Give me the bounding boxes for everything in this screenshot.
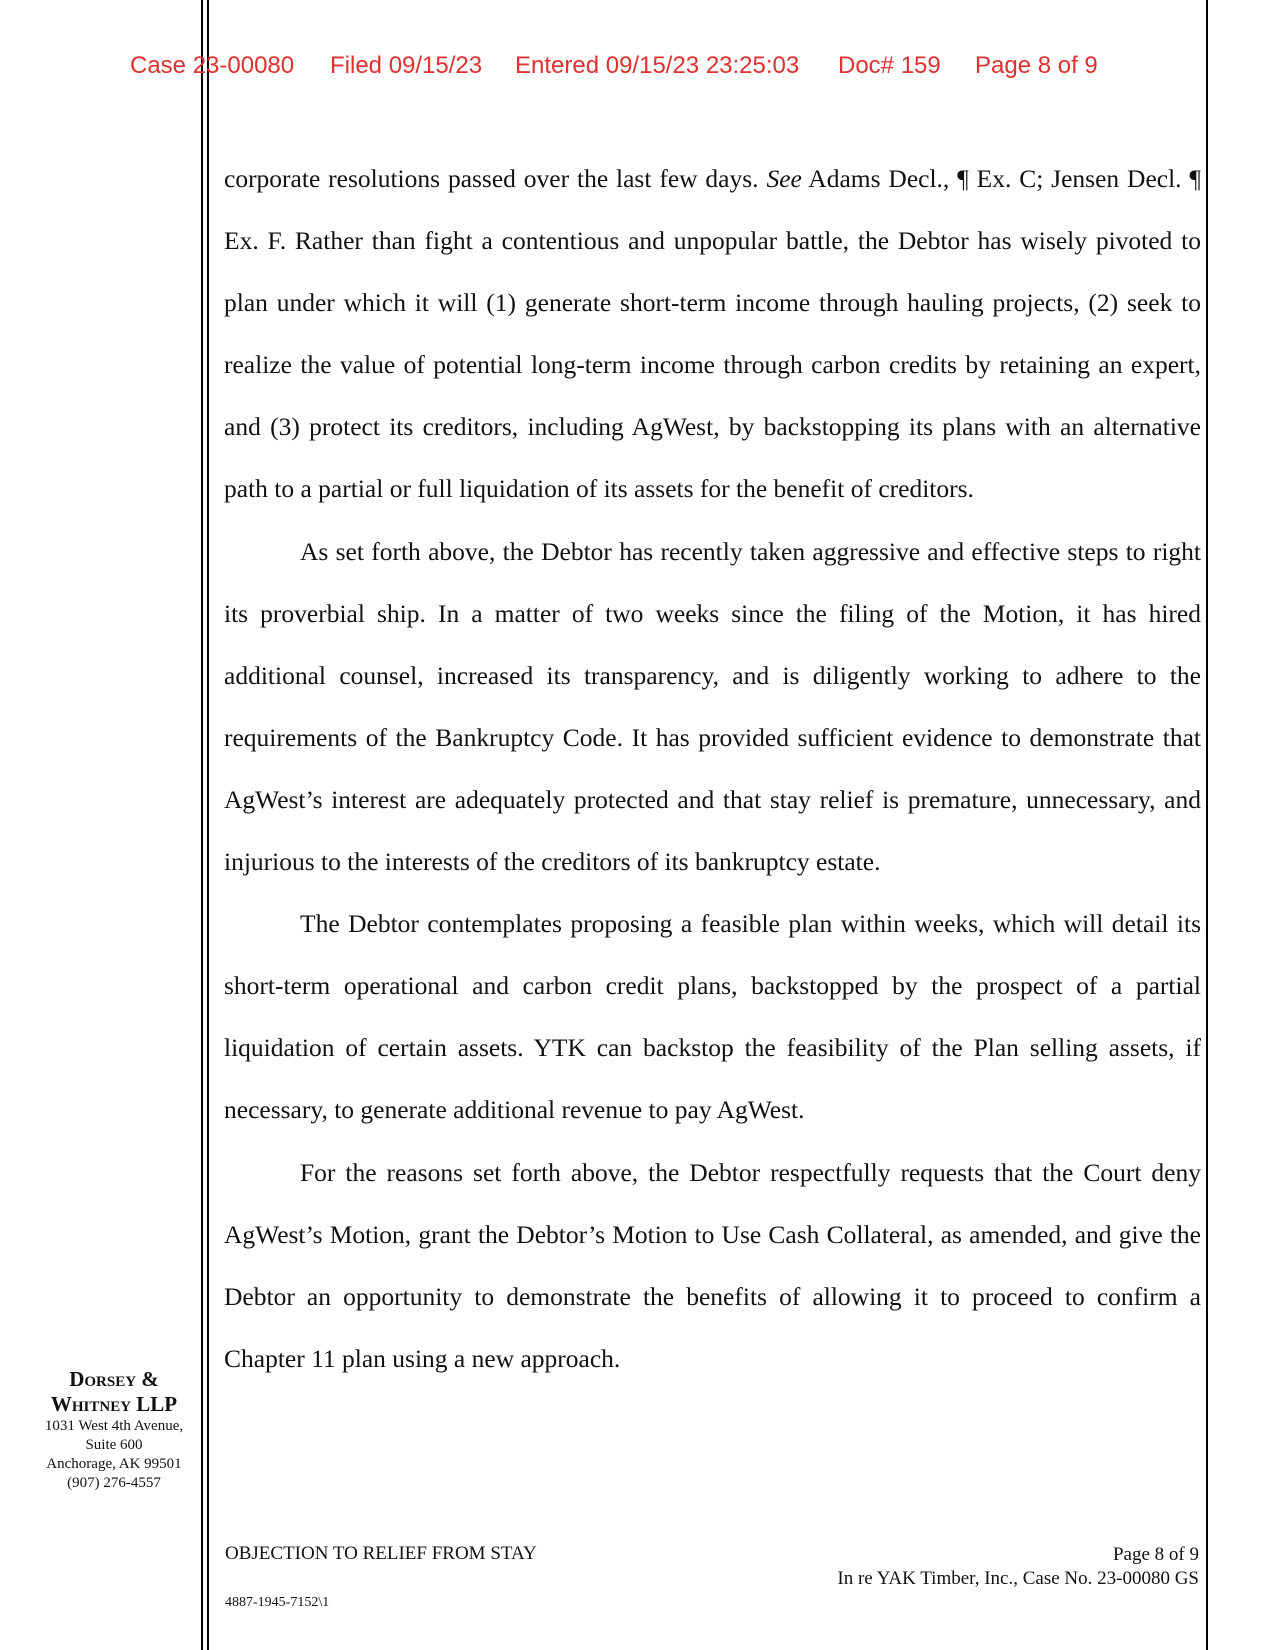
footer-doc-id: 4887-1945-7152\1 [225, 1595, 330, 1610]
left-margin-rule-2 [207, 0, 209, 1650]
paragraph-4: For the reasons set forth above, the Debtor respectfully requests that the Court deny AgWest’s Motion, grant the Debtor’s Motion to Use Cash Collateral, as amended, and give the Debtor an opportunity to demonstrate the benefits of allowing it to proceed to confirm a Chapter 11 plan using a new approach. [224, 1157, 1201, 1373]
law-firm-block [26, 1367, 202, 1493]
firm-name-line1: Dorsey & [69, 1367, 159, 1391]
header-entered: Entered 09/15/23 23:25:03 [515, 52, 800, 79]
footer-page: Page 8 of 9 [1112, 1544, 1199, 1565]
header-page: Page 8 of 9 [975, 52, 1098, 79]
paragraph-2: As set forth above, the Debtor has recently taken aggressive and effective steps to right its proverbial ship. In a matter of two weeks since the filing of the Motion, it has hired additional counsel, increased its transparency, and is diligently working to adhere to the requirements of the Bankruptcy Code. It has provided sufficient evidence to demonstrate that AgWest’s interest are adequately protected and that stay relief is premature, unnecessary, and injurious to the interests of the creditors of its bankruptcy estate. [224, 536, 1201, 877]
filing-header [130, 52, 1130, 88]
firm-address1: 1031 West 4th Avenue, [44, 1418, 184, 1434]
see-citation-signal: See [766, 164, 802, 193]
header-doc: Doc# 159 [838, 52, 941, 79]
firm-name-line2: Whitney LLP [50, 1392, 178, 1416]
footer-case-ref: In re YAK Timber, Inc., Case No. 23-00080 GS [837, 1568, 1199, 1589]
footer-right [837, 1543, 1199, 1591]
footer-title: OBJECTION TO RELIEF FROM STAY [225, 1543, 537, 1564]
header-case: Case 23-00080 [130, 52, 295, 79]
firm-city: Anchorage, AK 99501 [46, 1456, 182, 1472]
firm-phone: (907) 276-4557 [67, 1475, 161, 1491]
paragraph-3: The Debtor contemplates proposing a feasible plan within weeks, which will detail its short-term operational and carbon credit plans, backstopped by the prospect of a partial liquidation of certain assets. YTK can backstop the feasibility of the Plan selling assets, if necessary, to generate additional revenue to pay AgWest. [224, 909, 1201, 1125]
firm-address2: Suite 600 [85, 1437, 143, 1453]
header-filed: Filed 09/15/23 [330, 52, 483, 79]
right-margin-rule [1206, 0, 1208, 1650]
paragraph-1: corporate resolutions passed over the last few days. See Adams Decl., ¶ Ex. C; Jensen Decl. ¶ Ex. F. Rather than fight a contentious and unpopular battle, the Debtor has wisely pivoted to plan under which it will (1) generate short-term income through hauling projects, (2) seek to realize the value of potential long-term income through carbon credits by retaining an expert, and (3) protect its creditors, including AgWest, by backstopping its plans with an alternative path to a partial or full liquidation of its assets for the benefit of creditors. [224, 164, 1201, 504]
document-body [224, 148, 1201, 1390]
